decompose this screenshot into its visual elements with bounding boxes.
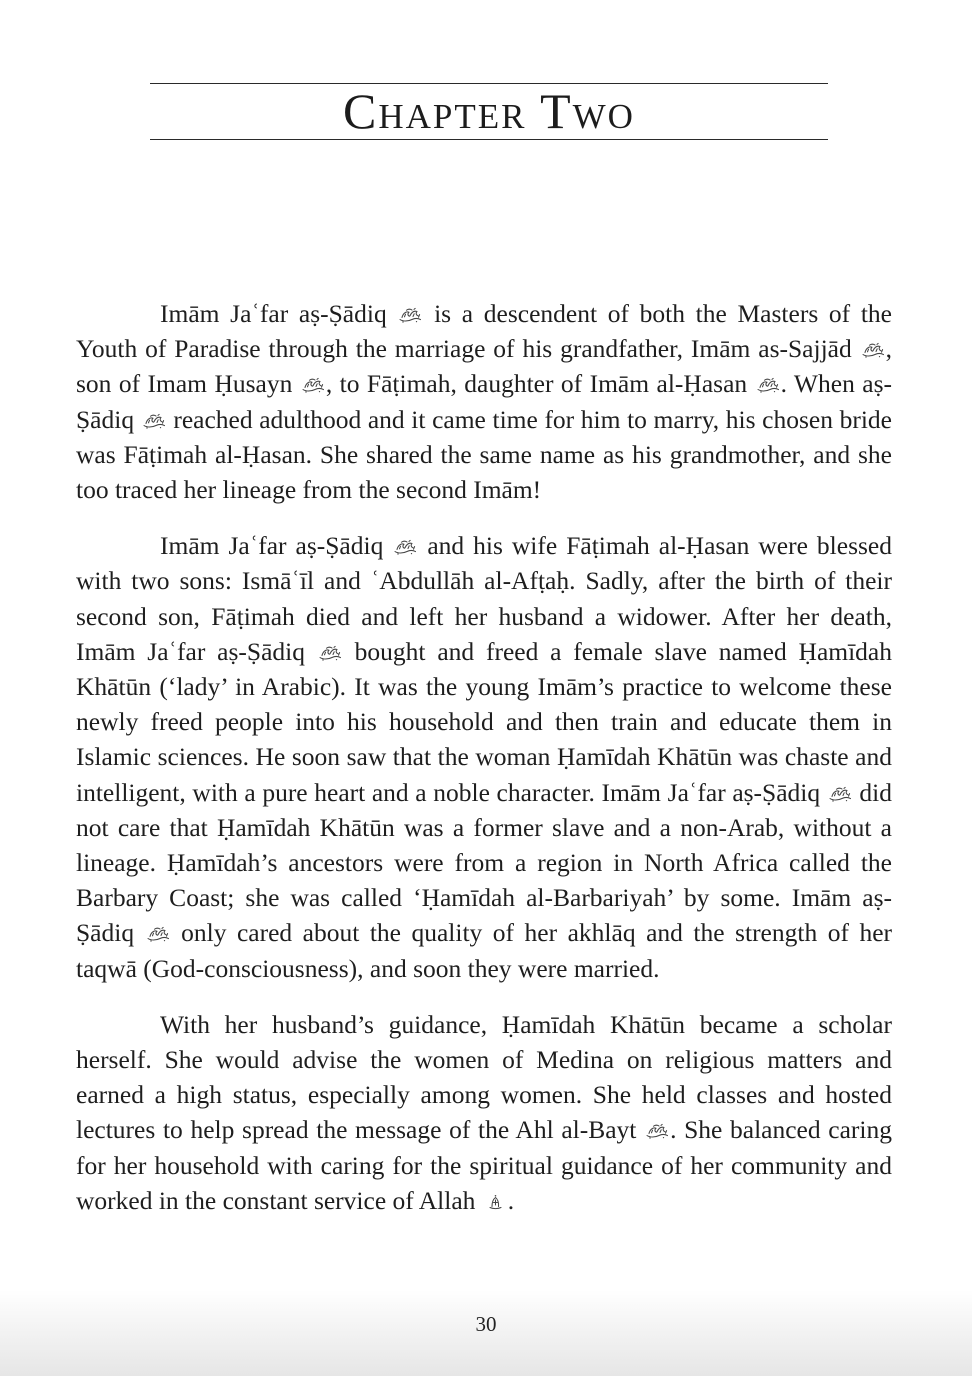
paragraph-text: and his wife Fāṭimah al-Ḥasan were blessed with two sons: Ismāʿīl and ʿAbdullāh al-Afṭaḥ. Sadly, after the birth of their second son, Fāṭimah died and left her husband a widower. After her death, Imām Jaʿfar aṣ-Ṣādiq <box>76 531 892 666</box>
chapter-header <box>150 83 828 140</box>
honorific-calligraphy-icon <box>828 786 852 802</box>
paragraph-text: , son of Imam Ḥusayn <box>76 334 893 399</box>
paragraph-text: . When aṣ-Ṣādiq <box>76 369 892 434</box>
honorific-calligraphy-icon <box>645 1123 669 1139</box>
paragraph-text: . <box>507 1185 515 1215</box>
paragraph-text: only cared about the quality of her akhlāq and the strength of her taqwā (God-consciousness), and soon they were married. <box>76 918 893 983</box>
paragraph <box>76 528 892 986</box>
chapter-title: Chapter Two <box>343 83 635 139</box>
honorific-calligraphy-icon <box>861 342 885 358</box>
honorific-calligraphy-icon <box>398 307 422 323</box>
paragraph-text: . She balanced caring for her household with caring for the spiritual guidance of her community and worked in the constant service of Allah <box>76 1115 892 1215</box>
honorific-calligraphy-icon <box>301 377 325 393</box>
paragraph-text: is a descendent of both the Masters of the Youth of Paradise through the marriage of his grandfather, Imām as-Sajjād <box>76 299 893 364</box>
paragraph-text: Imām Jaʿfar aṣ-Ṣādiq <box>160 531 384 561</box>
paragraph <box>76 1007 892 1218</box>
paragraph-text: With her husband’s guidance, Ḥamīdah Khātūn became a scholar herself. She would advise the women of Medina on religious matters and earned a high status, especially among women. She held classes and hosted lectures to help spread the message of the Ahl al-Bayt <box>76 1009 892 1145</box>
paragraph-text: , to Fāṭimah, daughter of Imām al-Ḥasan <box>325 369 748 399</box>
paragraph-text: Imām Jaʿfar aṣ-Ṣādiq <box>160 299 387 328</box>
honorific-calligraphy-icon <box>142 413 166 429</box>
page-number: 30 <box>475 1312 497 1336</box>
paragraph-text: reached adulthood and it came time for him to marry, his chosen bride was Fāṭimah al-Ḥasan. She shared the same name as his grandmother, and she too traced her lineage from the second Imām! <box>76 404 892 505</box>
paragraph-text: bought and freed a female slave named Ḥamīdah Khātūn (‘lady’ in Arabic). It was the young Imām’s practice to welcome these newly freed people into his household and then train and educate them in Islamic sciences. He soon saw that the woman Ḥamīdah Khātūn was chaste and intelligent, with a pure heart and a noble character. Imām Jaʿfar aṣ-Ṣādiq <box>76 636 892 807</box>
honorific-calligraphy-icon <box>393 539 417 555</box>
honorific-calligraphy-icon <box>756 377 780 393</box>
honorific-calligraphy-icon <box>318 645 342 661</box>
body-text <box>76 296 892 1218</box>
allah-honorific-icon <box>483 1194 507 1210</box>
honorific-calligraphy-icon <box>146 926 170 942</box>
paragraph-text: did not care that Ḥamīdah Khātūn was a former slave and a non-Arab, without a lineage. Ḥamīdah’s ancestors were from a region in North Africa called the Barbary Coast; she was called ‘Ḥamīdah al-Barbariyah’ by some. Imām aṣ-Ṣādiq <box>76 777 893 948</box>
paragraph <box>76 296 892 507</box>
